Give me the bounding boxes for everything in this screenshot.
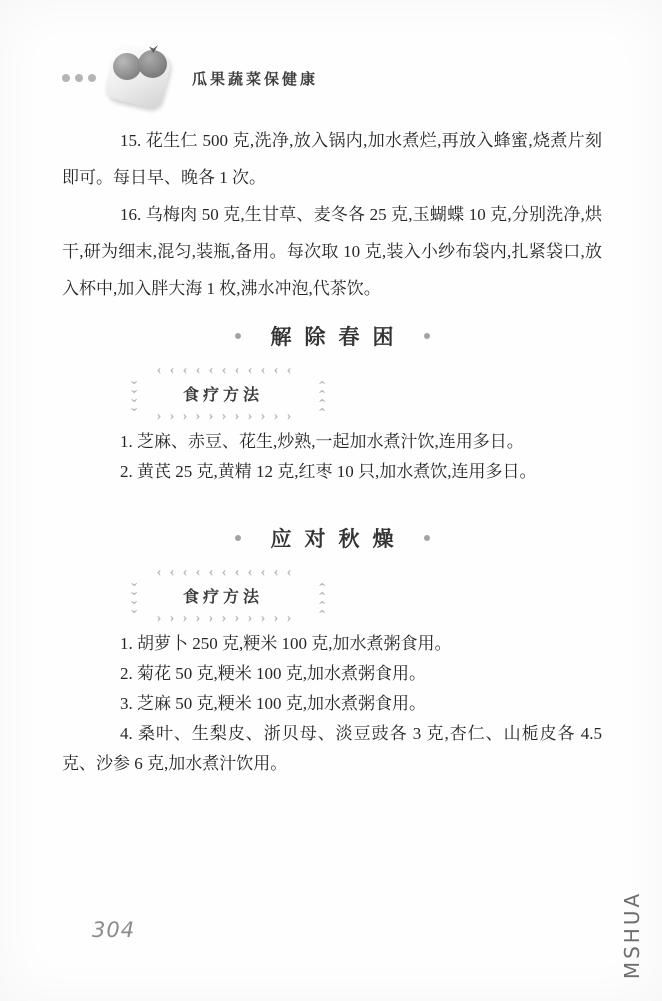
dot-icon bbox=[88, 74, 96, 82]
section-jiechu-chunkun bbox=[62, 315, 602, 487]
section-heading-text: 应对秋燥 bbox=[270, 527, 407, 551]
dietary-method-label: 食疗方法 bbox=[182, 589, 263, 606]
heading-dot-icon bbox=[424, 333, 430, 339]
spine-watermark: MSHUA bbox=[620, 890, 644, 980]
section-heading bbox=[62, 517, 602, 559]
fruit-plate-logo bbox=[102, 41, 178, 115]
section-heading-text: 解除春困 bbox=[270, 325, 407, 349]
wreath-border-bottom: ››››››››››› bbox=[156, 610, 300, 626]
dot-icon bbox=[75, 74, 83, 82]
wreath-border-right: ›››› bbox=[313, 577, 330, 614]
paragraph-15: 15. 花生仁 500 克,洗净,放入锅内,加水煮烂,再放入蜂蜜,烧煮片刻即可。每日早、晚各 1 次。 bbox=[62, 131, 602, 187]
book-title: 瓜果蔬菜保健康 bbox=[192, 70, 319, 88]
wreath-border-top: ‹‹‹‹‹‹‹‹‹‹‹ bbox=[156, 564, 300, 580]
recipe-list bbox=[62, 629, 602, 779]
heading-dot-icon bbox=[235, 535, 241, 541]
page-content bbox=[62, 122, 602, 779]
page-number: 304 bbox=[92, 918, 136, 942]
dietary-method-label: 食疗方法 bbox=[182, 387, 263, 404]
tomato-icon bbox=[138, 50, 167, 78]
paragraph-16: 16. 乌梅肉 50 克,生甘草、麦冬各 25 克,玉蝴蝶 10 克,分别洗净,烘干,研为细末,混匀,装瓶,备用。每次取 10 克,装入小纱布袋内,扎紧袋口,放入杯中,加入胖大海 1 枚,沸水冲泡,代茶饮。 bbox=[62, 205, 602, 298]
recipe-item: 2. 菊花 50 克,粳米 100 克,加水煮粥食用。 bbox=[120, 664, 426, 683]
fruit-icon bbox=[113, 53, 141, 80]
heading-dot-icon bbox=[235, 333, 241, 339]
section-heading bbox=[62, 315, 602, 357]
wreath-border-left: ‹‹‹‹ bbox=[125, 375, 142, 412]
dot-icon bbox=[62, 74, 70, 82]
recipe-item: 1. 胡萝卜 250 克,粳米 100 克,加水煮粥食用。 bbox=[120, 634, 452, 653]
recipe-list bbox=[62, 427, 602, 487]
wreath-border-left: ‹‹‹‹ bbox=[125, 577, 142, 614]
watermark-container bbox=[577, 880, 662, 990]
wreath-border-right: ›››› bbox=[313, 375, 330, 412]
page-header bbox=[62, 40, 318, 116]
recipe-item: 1. 芝麻、赤豆、花生,炒熟,一起加水煮汁饮,连用多日。 bbox=[120, 432, 524, 451]
wreath-border-top: ‹‹‹‹‹‹‹‹‹‹‹ bbox=[156, 362, 300, 378]
recipe-item: 3. 芝麻 50 克,粳米 100 克,加水煮粥食用。 bbox=[120, 694, 426, 713]
dietary-method-box bbox=[125, 564, 330, 626]
recipe-item: 4. 桑叶、生梨皮、浙贝母、淡豆豉各 3 克,杏仁、山栀皮各 4.5 克、沙参 6 克,加水煮汁饮用。 bbox=[62, 724, 602, 773]
plate-icon bbox=[103, 42, 173, 110]
heading-dot-icon bbox=[424, 535, 430, 541]
section-yingdui-qiuzao bbox=[62, 517, 602, 779]
dietary-method-box bbox=[125, 362, 330, 424]
three-dots-decoration bbox=[62, 74, 96, 82]
wreath-border-bottom: ››››››››››› bbox=[156, 408, 300, 424]
recipe-item: 2. 黄芪 25 克,黄精 12 克,红枣 10 只,加水煮饮,连用多日。 bbox=[120, 462, 537, 481]
